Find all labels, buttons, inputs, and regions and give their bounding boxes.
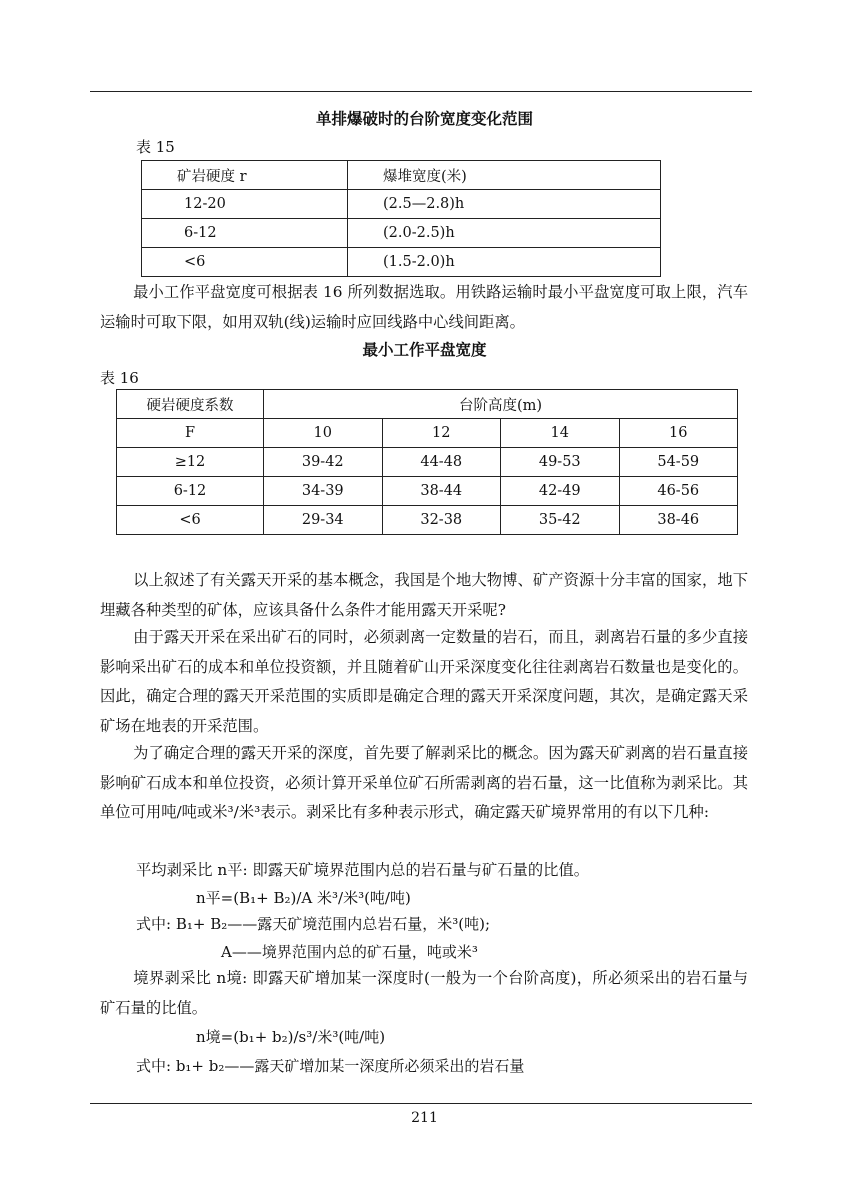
- table16-header-coefficient: 硬岩硬度系数: [117, 390, 264, 419]
- table15-header-width: 爆堆宽度(米): [348, 161, 661, 190]
- table16-caption: 表 16: [100, 369, 139, 387]
- table16-height-cell: 12: [382, 419, 501, 448]
- average-ratio-formula: n平=(B₁+ B₂)/A 米³/米³(吨/吨): [196, 889, 411, 907]
- table15-title: 单排爆破时的台阶宽度变化范围: [315, 110, 533, 128]
- table-row: [117, 419, 738, 448]
- table-row: [117, 506, 738, 535]
- table-cell: 44-48: [382, 448, 501, 477]
- table16-header-f: F: [117, 419, 264, 448]
- paragraph-stripping: 由于露天开采在采出矿石的同时，必须剥离一定数量的岩石，而且，剥离岩石量的多少直接影响采出矿石的成本和单位投资额，并且随着矿山开采深度变化往往剥离岩石数量也是变化的。因此，确定合理的露天开采范围的实质即是确定合理的露天开采深度问题，其次，是确定露天采矿场在地表的开采范围。: [100, 628, 748, 735]
- paragraph-intro: 以上叙述了有关露天开采的基本概念，我国是个地大物博、矿产资源十分丰富的国家，地下埋藏各种类型的矿体，应该具备什么条件才能用露天开采呢?: [100, 571, 748, 619]
- table-row: [142, 219, 661, 248]
- table15-header-hardness: 矿岩硬度 r: [142, 161, 348, 190]
- table-cell: 35-42: [501, 506, 620, 535]
- table-cell: ≥12: [117, 448, 264, 477]
- boundary-ratio-where-1: 式中: b₁+ b₂——露天矿增加某一深度所必须采出的岩石量: [136, 1057, 525, 1075]
- table-row: [117, 448, 738, 477]
- average-ratio-where-1: 式中: B₁+ B₂——露天矿境范围内总岩石量，米³(吨);: [136, 915, 491, 933]
- table-cell: 42-49: [501, 477, 620, 506]
- table-cell: <6: [117, 506, 264, 535]
- average-ratio-where-2: A——境界范围内总的矿石量，吨或米³: [221, 943, 478, 961]
- table-cell: 34-39: [264, 477, 383, 506]
- table-cell: (2.0-2.5)h: [348, 219, 661, 248]
- table-cell: 38-44: [382, 477, 501, 506]
- table-cell: 32-38: [382, 506, 501, 535]
- table16: [116, 389, 738, 535]
- table-cell: (2.5—2.8)h: [348, 190, 661, 219]
- table-cell: 49-53: [501, 448, 620, 477]
- table-cell: <6: [142, 248, 348, 277]
- table-cell: 46-56: [619, 477, 738, 506]
- table-row: [142, 190, 661, 219]
- paragraph-stripping-ratio: 为了确定合理的露天开采的深度，首先要了解剥采比的概念。因为露天矿剥离的岩石量直接影响矿石成本和单位投资，必须计算开采单位矿石所需剥离的岩石量，这一比值称为剥采比。其单位可用吨/吨或米³/米³表示。剥采比有多种表示形式，确定露天矿境界常用的有以下几种:: [100, 744, 748, 821]
- boundary-ratio-formula: n境=(b₁+ b₂)/s³/米³(吨/吨): [196, 1028, 386, 1046]
- table16-header-bench-height: 台阶高度(m): [264, 390, 738, 419]
- table-cell: 39-42: [264, 448, 383, 477]
- table16-height-cell: 16: [619, 419, 738, 448]
- table-row: [142, 161, 661, 190]
- footer-rule: [90, 1103, 752, 1104]
- paragraph-platform-width: 最小工作平盘宽度可根据表 16 所列数据选取。用铁路运输时最小平盘宽度可取上限，汽车运输时可取下限，如用双轨(线)运输时应回线路中心线间距离。: [100, 283, 748, 331]
- average-ratio-definition: 平均剥采比 n平: 即露天矿境界范围内总的岩石量与矿石量的比值。: [136, 861, 590, 879]
- table-row: [117, 477, 738, 506]
- table-cell: 6-12: [142, 219, 348, 248]
- table-cell: 6-12: [117, 477, 264, 506]
- table15-caption: 表 15: [136, 138, 175, 156]
- boundary-ratio-definition: 境界剥采比 n境: 即露天矿增加某一深度时(一般为一个台阶高度)，所必须采出的岩石量与矿石量的比值。: [100, 969, 748, 1017]
- table-row: [142, 248, 661, 277]
- table16-height-cell: 14: [501, 419, 620, 448]
- table15: [141, 160, 661, 277]
- table-cell: (1.5-2.0)h: [348, 248, 661, 277]
- table-cell: 54-59: [619, 448, 738, 477]
- table-cell: 12-20: [142, 190, 348, 219]
- table16-height-cell: 10: [264, 419, 383, 448]
- table-cell: 38-46: [619, 506, 738, 535]
- table-row: [117, 390, 738, 419]
- page-number: 211: [411, 1110, 438, 1126]
- table-cell: 29-34: [264, 506, 383, 535]
- table16-title: 最小工作平盘宽度: [362, 341, 487, 359]
- header-rule: [90, 91, 752, 92]
